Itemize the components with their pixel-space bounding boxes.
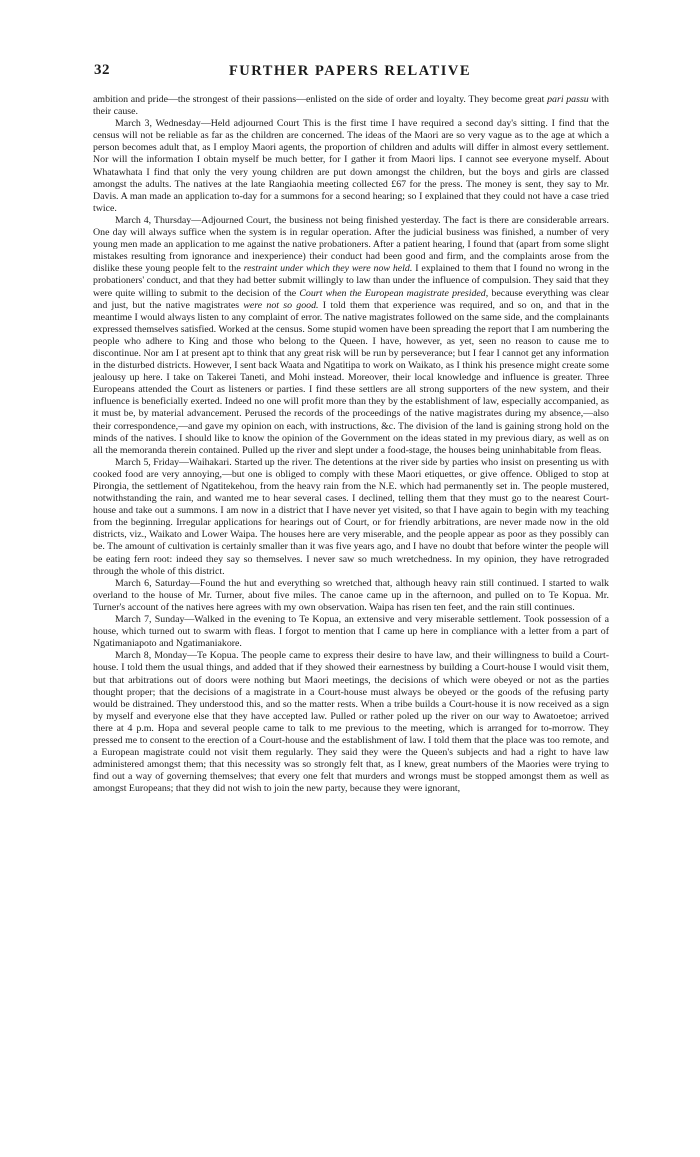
text-run: I explained to them that I found no wrong in the probationers' conduct, and that they had better submit willingly to law than under the influence of compulsion. They said that they were quite willing to submit to the decision of the bbox=[93, 263, 609, 299]
paragraph bbox=[93, 650, 609, 795]
text-run: March 4, Thursday—Adjourned Court, the business not being finished yesterday. The fact is there are considerable arrears. One day will always suffice when the system is in regular operation. After the judicial business was finished, a number of very young men made an application to me against the native probationers. After a patient hearing, I found that (apart from some slight mistakes resulting from ignorance and inexperience) their conduct had been good and firm, and the complaints arose from the dislike these young people felt to the bbox=[93, 214, 609, 275]
text-run: March 8, Monday—Te Kopua. The people came to express their desire to have law, and their willingness to build a Court-house. I told them the usual things, and added that if they showed their earnestness by building a Court-house I would visit them, but that arbitrations out of doors were nothing but Maori meetings, the decisions of which were obeyed or not as the parties thought proper; that the decisions of a magistrate in a Court-house must always be obeyed or the goods of the refusing party would be distrained. They understood this, and so the matter rests. When a tribe builds a Court-house it is now received as a sign by myself and everyone else that they have accepted law. Pulled or rather poled up the river on our way to Awatoetoe; arrived there at 4 p.m. Hopa and several people came to talk to me previous to the meeting, which is arranged for to-morrow. They pressed me to consent to the erection of a Court-house and the establishment of law. I told them that the place was too remote, and a European magistrate could not visit them regularly. They said they were the Queen's subjects and had a right to have law administered amongst them; that this necessity was so strongly felt that, as I knew, great numbers of the Maories were trying to find out a way of governing themselves; that every one felt that murders and wrongs must be stopped amongst them as well as amongst Europeans; that they did not wish to join the new party, because they were ignorant, bbox=[93, 650, 609, 795]
paragraph bbox=[93, 215, 609, 457]
paragraph bbox=[93, 457, 609, 578]
page-number: 32 bbox=[94, 62, 110, 78]
text-run: March 5, Friday—Waihakari. Started up the river. The detentions at the river side by parties who insist on presenting us with cooked food are very annoying,—but one is obliged to comply with these Maori etiquettes, or give offence. Obliged to stop at Pirongia, the settlement of Ngatitekehou, from the heavy rain from the N.E. which had permanently set in. The people mustered, notwithstanding the rain, and wanted me to hear several cases. I declined, telling them that they must go to the nearest Court-house and take out a summons. I am now in a district that I have never yet visited, so that I have again to begin with my teaching from the beginning. Irregular applications for hearings out of Court, or for friendly arbitrations, are never made now in the old districts, viz., Waikato and Lower Waipa. The houses here are very miserable, and the people appear as poor as they possibly can be. The amount of cultivation is certainly smaller than it was five years ago, and I have no doubt that before winter the people will be eating fern root: indeed they say so themselves. I never saw so much wretchedness. In my opinion, they have retrograded through the whole of this district. bbox=[93, 456, 609, 577]
paragraph bbox=[93, 578, 609, 614]
body-text bbox=[93, 94, 609, 795]
italic-text-run: pari passu bbox=[547, 94, 589, 105]
italic-text-run: restraint under which they were now held. bbox=[243, 263, 413, 275]
text-run: March 6, Saturday—Found the hut and everything so wretched that, although heavy rain still continued. I started to walk overland to the house of Mr. Turner, about five miles. The canoe came up in the afternoon, and pulled on to Te Kopua. Mr. Turner's account of the natives here agrees with my own observation. Waipa has risen ten feet, and the rain still continues. bbox=[93, 577, 609, 613]
text-run: because everything was clear and just, but the native magistrates bbox=[93, 287, 609, 311]
text-run: March 3, Wednesday—Held adjourned Court This is the first time I have required a second day's sitting. I find that the census will not be reliable as far as the children are concerned. The ideas of the Maori are so very vague as to the age at which a person becomes adult that, as I employ Maori agents, the proportion of children and adults will differ in almost every settlement. Nor will the information I obtain myself be much better, for I gather it from Maori lips. I cannot see everyone myself. About Whatawhata I find that only the very young children are put down amongst the children, but the boys and girls are classed amongst the adults. The natives at the late Rangiaohia meeting collected £67 for the press. The money is sent, they say to Mr. Davis. A man made an application to-day for a summons for a second hearing; so I explained that they could not have a case tried twice. bbox=[93, 118, 609, 214]
paragraph bbox=[93, 118, 609, 215]
paragraph bbox=[93, 94, 609, 118]
italic-text-run: Court when the European magistrate presided, bbox=[299, 287, 489, 299]
italic-text-run: were not so good. bbox=[243, 299, 319, 311]
paragraph bbox=[93, 614, 609, 650]
text-run: March 7, Sunday—Walked in the evening to Te Kopua, an extensive and very miserable settlement. Took possession of a house, which turned out to swarm with fleas. I forgot to mention that I came up here in compliance with a letter from a part of Ngatimaniapoto and Ngatimaniakore. bbox=[93, 614, 609, 650]
text-run: I told them that experience was required, and so on, and that in the meantime I would always listen to any complaint of error. The native magistrates followed on the same side, and the complainants expressed themselves satisfied. Worked at the census. Some stupid women have been spreading the report that I am numbering the people who adhere to King and those who belong to the Queen. I have, however, as yet, seen no reason to cause me to discontinue. Nor am I at present apt to think that any great risk will be run by perseverance; but I fear I cannot get any information in the disturbed districts. However, I sent back Waata and Ngatitipa to work on Waikato, as I think his presence might create some jealousy up here. I take on Takerei Taneti, and Mohi instead. Moreover, their local knowledge and influence is greater. Three Europeans attended the Court as listeners or parties. I find these settlers are all strong supporters of the new system, and their influence is beneficially exerted. Indeed no one will profit more than they by the establishment of law, especially accompanied, as it must be, by material advancement. Perused the records of the proceedings of the native magistrates during my absence,—also their correspondence,—and gave my opinion on each, with instructions, &c. The division of the land is gaining strong hold on the minds of the natives. I should like to know the opinion of the Government on the ideas stated in my previous diary, as well as on all the memoranda therein contained. Pulled up the river and slept under a food-stage, the houses being uninhabitable from fleas. bbox=[93, 299, 609, 456]
text-run: with their cause. bbox=[93, 94, 609, 118]
text-run: ambition and pride—the strongest of their passions—enlisted on the side of order and loyalty. They become great bbox=[93, 94, 548, 105]
running-title: FURTHER PAPERS RELATIVE bbox=[228, 63, 472, 79]
